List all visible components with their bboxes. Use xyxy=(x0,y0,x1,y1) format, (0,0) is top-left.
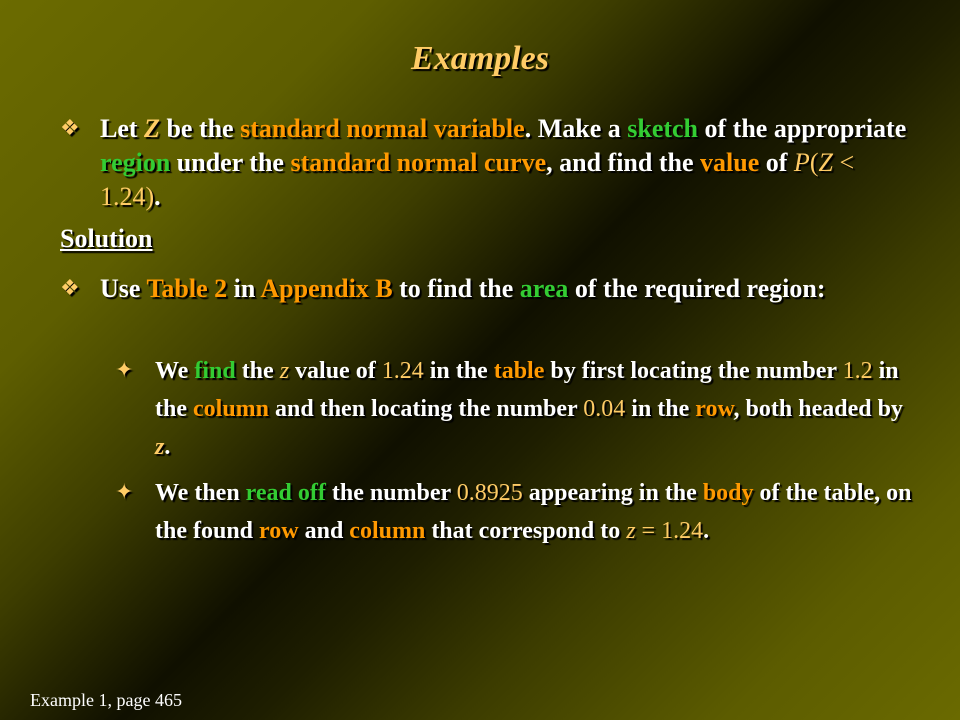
step-1-text-segment: by first locating the number xyxy=(544,358,843,384)
star-bullet-icon: ✦ xyxy=(115,358,134,383)
method-text-segment: in xyxy=(227,274,261,303)
step-1-highlight-table: table xyxy=(493,358,545,384)
prompt-text-segment: be the xyxy=(159,114,241,143)
step-2-highlight-row: row xyxy=(259,518,299,544)
step-1-value-0-04: 0.04 xyxy=(583,396,626,422)
step-1-text-segment: . xyxy=(164,434,171,460)
step-2-text-segment: . xyxy=(703,518,710,544)
method-highlight-area: area xyxy=(519,274,569,303)
solution-heading: Solution xyxy=(60,224,153,253)
step-1-variable-z: z xyxy=(155,434,165,460)
prompt-highlight-region: region xyxy=(100,148,171,177)
step-1-value-1-24: 1.24 xyxy=(381,358,424,384)
step-1-text-segment: in the xyxy=(155,358,899,422)
diamond-bullet-icon: ❖ xyxy=(60,276,80,301)
example-reference-footer: Example 1, page 465 xyxy=(30,690,182,710)
method-highlight-table-2: Table 2 xyxy=(146,274,228,303)
step-1-text-segment: , both headed by xyxy=(733,396,903,422)
prompt-probability-expression: < 1.24) xyxy=(100,148,855,211)
step-2-text-segment: appearing in the xyxy=(522,480,703,506)
step-1-text-segment: in the xyxy=(625,396,696,422)
step-1-value-1-2: 1.2 xyxy=(842,358,873,384)
step-2-value-0-8925: 0.8925 xyxy=(456,480,523,506)
step-1-text-segment: and then locating the number xyxy=(269,396,584,422)
prompt-text-segment: of the appropriate xyxy=(698,114,907,143)
step-1-bullet xyxy=(115,352,915,466)
prompt-highlight-standard-normal-variable: standard normal variable xyxy=(240,114,525,143)
step-2-highlight-read-off: read off xyxy=(245,480,326,506)
step-1-text-segment: value of xyxy=(289,358,382,384)
step-2-text-segment: and xyxy=(298,518,350,544)
method-text-segment: to find the xyxy=(392,274,520,303)
step-1-text-segment: the xyxy=(235,358,280,384)
prompt-text-segment: , and find the xyxy=(546,148,701,177)
example-prompt xyxy=(60,112,910,214)
prompt-text-segment: . Make a xyxy=(524,114,628,143)
prompt-text-segment: . xyxy=(154,182,161,211)
star-bullet-icon: ✦ xyxy=(115,480,134,505)
step-2-bullet xyxy=(115,474,915,550)
method-text xyxy=(60,270,910,308)
method-text-segment: of the required region: xyxy=(568,274,826,303)
method-bullet xyxy=(60,270,910,308)
step-1-highlight-find: find xyxy=(194,358,236,384)
method-highlight-appendix-b: Appendix B xyxy=(260,274,393,303)
example-prompt-text xyxy=(60,112,910,214)
prompt-probability-p: P xyxy=(793,148,810,177)
prompt-text-segment: under the xyxy=(170,148,291,177)
prompt-text-segment: Let xyxy=(100,114,145,143)
step-2-text-segment: the number xyxy=(325,480,457,506)
step-1-highlight-row: row xyxy=(695,396,734,422)
diamond-bullet-icon: ❖ xyxy=(60,116,80,141)
step-1-text-segment: in the xyxy=(423,358,494,384)
prompt-highlight-sketch: sketch xyxy=(627,114,699,143)
prompt-highlight-standard-normal-curve: standard normal curve xyxy=(290,148,547,177)
step-2-highlight-column: column xyxy=(349,518,426,544)
step-1-variable-z: z xyxy=(279,358,290,384)
step-2-text xyxy=(115,474,915,550)
prompt-text-segment: of xyxy=(759,148,794,177)
prompt-probability-z: Z xyxy=(818,148,833,177)
step-2-variable-z: z xyxy=(626,518,636,544)
step-2-text-segment: of the table, on the found xyxy=(155,480,912,544)
step-1-text-segment: We xyxy=(155,358,195,384)
prompt-highlight-value: value xyxy=(700,148,760,177)
step-1-text xyxy=(115,352,915,466)
step-2-value-1-24: = 1.24 xyxy=(635,518,704,544)
step-1-highlight-column: column xyxy=(193,396,270,422)
method-text-segment: Use xyxy=(100,274,147,303)
slide-title: Examples xyxy=(411,40,549,77)
step-2-text-segment: We then xyxy=(155,480,246,506)
prompt-variable-z: Z xyxy=(144,114,160,143)
step-2-highlight-body: body xyxy=(702,480,754,506)
prompt-probability-paren: ( xyxy=(809,148,819,177)
step-2-text-segment: that correspond to xyxy=(425,518,627,544)
